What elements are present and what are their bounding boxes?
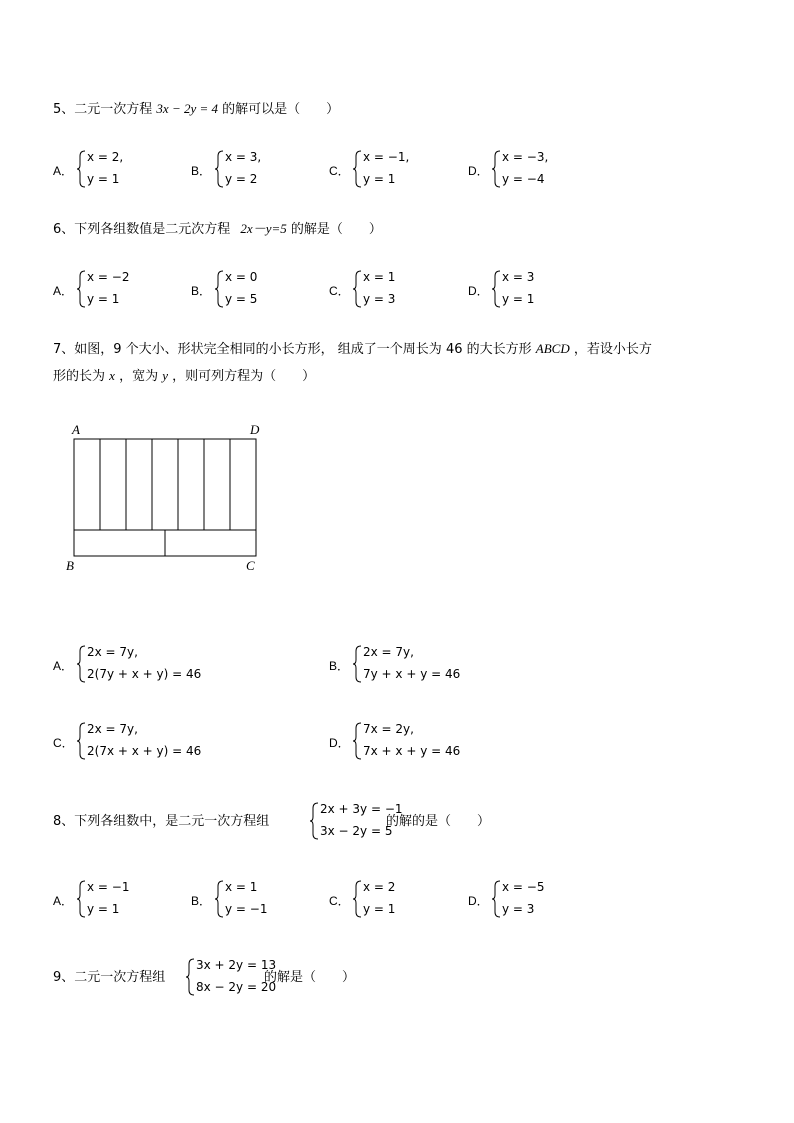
option-eq-2: y = 3 [502,902,535,916]
q9-prefix: 9、二元一次方程组 [53,970,166,985]
option-eq-2: y = 3 [363,292,396,306]
option-eq-1: x = −1, [363,150,410,164]
q7-text-a: 7、如图，9 个大小、形状完全相同的小长方形， 组成了一个周长为 46 的大长方形 [53,342,532,357]
q7-var-y: y [162,368,169,383]
option-eq-1: x = 3 [502,270,535,284]
brace-icon [77,722,87,760]
question-9-suffix [264,969,355,987]
option-eq-1: 2x = 7y, [87,645,138,659]
brace-icon [492,150,502,188]
q7-text-d: ，宽为 [119,369,159,384]
option-label: A． [53,284,74,298]
option-eq-2: y = 1 [87,172,120,186]
q5-prefix: 5、二元一次方程 [53,102,153,117]
brace-icon [310,802,320,840]
option-eq-2: 2(7x + x + y) = 46 [87,744,202,758]
brace-icon [186,958,196,996]
q9-system-eq-1: 3x + 2y = 13 [196,958,277,972]
question-9-stem [53,969,165,987]
option-eq-1: x = 3, [225,150,262,164]
option-eq-1: 2x = 7y, [87,722,138,736]
option-label: A． [53,659,74,673]
option-eq-1: x = 1 [225,880,258,894]
brace-icon [353,722,363,760]
option-label: A． [53,164,74,178]
q7-text-e: ，则可列方程为（ ） [172,369,316,384]
option-eq-2: 2(7y + x + y) = 46 [87,667,202,681]
option-eq-2: y = 5 [225,292,258,306]
question-8-suffix [386,813,490,831]
brace-icon [353,880,363,918]
q8-system [310,802,403,842]
q8-system-eq-2: 3x − 2y = 5 [320,824,393,838]
option-eq-2: y = 2 [225,172,258,186]
option-label: B． [191,164,212,178]
vertex-a-label: A [72,422,80,437]
brace-icon [215,880,225,918]
option-label: D． [329,736,350,750]
question-6-stem [53,220,382,239]
question-7-stem-line-2 [53,367,315,386]
q9-system-eq-2: 8x − 2y = 20 [196,980,277,994]
option-eq-1: x = 2 [363,880,396,894]
brace-icon [492,880,502,918]
rectangle-diagram [60,420,270,580]
option-label: C． [329,284,350,298]
q6-equation: 2x－y=5 [240,221,287,236]
q6-prefix: 6、下列各组数值是二元次方程 [53,222,231,237]
option-label: B． [329,659,350,673]
q5-equation: 3x − 2y = 4 [156,101,219,116]
option-eq-1: x = −5 [502,880,545,894]
rectangle-figure [60,420,270,580]
brace-icon [353,645,363,683]
brace-icon [353,270,363,308]
option-label: B． [191,284,212,298]
vertex-c-label: C [246,558,255,573]
option-label: D． [468,284,489,298]
option-eq-2: y = 1 [87,902,120,916]
q7-text-c: 形的长为 [53,369,106,384]
option-label: D． [468,164,489,178]
option-label: B． [191,894,212,908]
question-7-stem-line-1 [53,340,652,359]
option-eq-1: x = 0 [225,270,258,284]
option-eq-1: x = −2 [87,270,130,284]
option-eq-2: y = 1 [502,292,535,306]
brace-icon [77,150,87,188]
q8-prefix: 8、下列各组数中，是二元一次方程组 [53,814,270,829]
option-eq-1: 7x = 2y, [363,722,414,736]
option-eq-1: x = 1 [363,270,396,284]
brace-icon [215,150,225,188]
option-eq-2: y = 1 [87,292,120,306]
option-eq-2: 7y + x + y = 46 [363,667,461,681]
option-eq-2: y = 1 [363,902,396,916]
q9-suffix: 的解是（ ） [264,970,356,985]
option-eq-2: y = −4 [502,172,545,186]
brace-icon [77,645,87,683]
option-eq-2: 7x + x + y = 46 [363,744,461,758]
option-label: C． [329,164,350,178]
question-8-stem [53,813,269,831]
brace-icon [215,270,225,308]
brace-icon [77,880,87,918]
option-eq-2: y = 1 [363,172,396,186]
q9-system [186,958,277,998]
brace-icon [353,150,363,188]
q6-suffix: 的解是（ ） [290,222,382,237]
option-label: C． [329,894,350,908]
q8-system-eq-1: 2x + 3y = −1 [320,802,403,816]
option-label: A． [53,894,74,908]
q7-var-x: x [109,368,115,383]
vertex-b-label: B [66,558,74,573]
option-eq-1: x = −1 [87,880,130,894]
option-eq-1: x = 2, [87,150,124,164]
option-label: D． [468,894,489,908]
q5-suffix: 的解可以是（ ） [222,102,340,117]
vertex-d-label: D [250,422,260,437]
q7-text-b: ，若设小长方 [573,342,652,357]
q8-suffix: 的解的是（ ） [386,814,491,829]
option-eq-2: y = −1 [225,902,268,916]
option-label: C． [53,736,74,750]
q7-rect-name: ABCD [535,341,570,356]
option-eq-1: 2x = 7y, [363,645,414,659]
brace-icon [492,270,502,308]
brace-icon [77,270,87,308]
option-eq-1: x = −3, [502,150,549,164]
question-5-stem [53,100,339,119]
